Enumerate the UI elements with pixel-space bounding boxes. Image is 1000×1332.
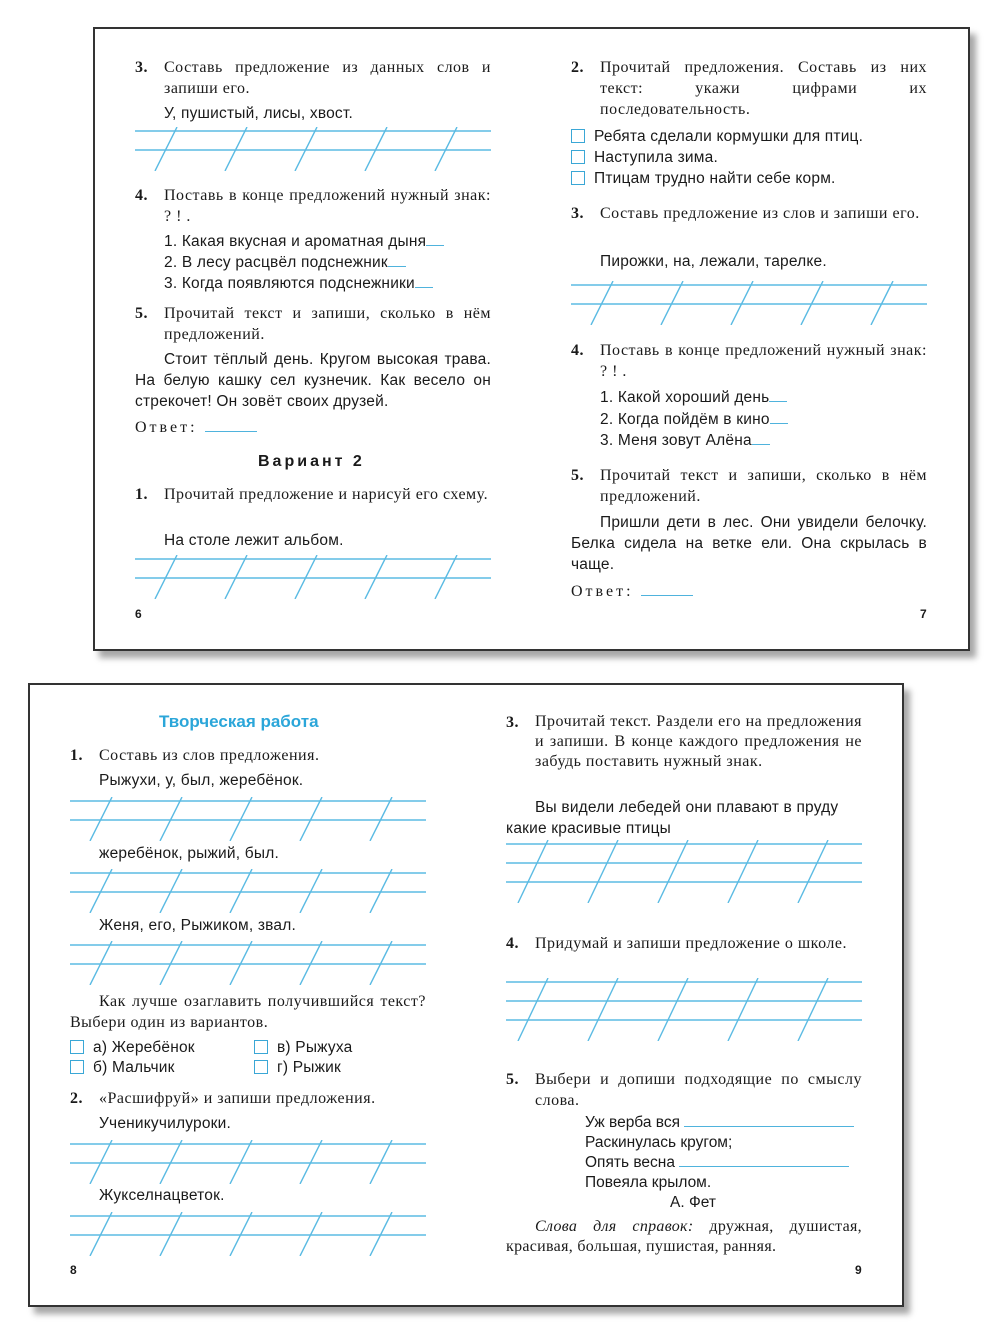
task-text: Поставь в конце предложений нужный знак: ? ! . bbox=[600, 342, 927, 380]
slant-stroke bbox=[871, 281, 893, 325]
slant-stroke bbox=[230, 1140, 252, 1184]
slant-stroke bbox=[300, 1212, 322, 1256]
task-3-p9 bbox=[506, 712, 862, 772]
task-number: 4. bbox=[506, 935, 519, 952]
reading-passage: Вы видели лебедей они плавают в пруду какие красивые птицы bbox=[506, 799, 839, 837]
task-number: 5. bbox=[506, 1071, 519, 1088]
slant-stroke bbox=[370, 1212, 392, 1256]
slant-stroke bbox=[300, 1140, 322, 1184]
word-list: жеребёнок, рыжий, был. bbox=[99, 845, 279, 862]
title-option: б) Мальчик bbox=[70, 1057, 175, 1078]
slant-stroke bbox=[731, 281, 753, 325]
answer-blank[interactable] bbox=[388, 252, 406, 267]
slant-stroke bbox=[160, 1212, 182, 1256]
slant-stroke bbox=[435, 555, 457, 599]
page-title: Творческая работа bbox=[159, 712, 319, 731]
reference-label: Слова для справок: bbox=[535, 1218, 694, 1235]
task-number: 3. bbox=[506, 714, 519, 731]
answer-label: Ответ: bbox=[571, 583, 634, 600]
lines-graphic bbox=[571, 281, 927, 325]
ordering-option: Птицам трудно найти себе корм. bbox=[571, 168, 836, 189]
task-text: Составь предложение из слов и запиши его. bbox=[600, 205, 920, 222]
slant-stroke bbox=[588, 978, 618, 1041]
slant-stroke bbox=[370, 941, 392, 985]
slant-stroke bbox=[155, 555, 177, 599]
task-1-variant2 bbox=[135, 484, 491, 505]
checkbox[interactable] bbox=[254, 1060, 268, 1074]
writing-lines[interactable] bbox=[70, 1140, 426, 1184]
slant-stroke bbox=[658, 978, 688, 1041]
spread-pages-6-7 bbox=[93, 27, 970, 651]
word-list: Пирожки, на, лежали, тарелке. bbox=[600, 253, 827, 270]
task-text: Прочитай текст. Раздели его на предложения и запиши. В конце каждого предложения не забудь поставить нужный знак. bbox=[535, 713, 862, 770]
slant-stroke bbox=[295, 555, 317, 599]
slant-stroke bbox=[300, 869, 322, 913]
task-3-p6 bbox=[135, 57, 491, 99]
writing-lines[interactable] bbox=[506, 978, 862, 1041]
slant-stroke bbox=[365, 555, 387, 599]
writing-lines[interactable] bbox=[135, 127, 491, 171]
slant-stroke bbox=[365, 127, 387, 171]
checkbox[interactable] bbox=[571, 171, 585, 185]
slant-stroke bbox=[90, 1140, 112, 1184]
task-number: 5. bbox=[571, 467, 584, 484]
checkbox[interactable] bbox=[70, 1040, 84, 1054]
slant-stroke bbox=[658, 840, 688, 903]
slant-stroke bbox=[300, 941, 322, 985]
sentence-item: 3. Когда появляются подснежники bbox=[164, 273, 433, 294]
slant-stroke bbox=[588, 840, 618, 903]
reading-passage: Пришли дети в лес. Они увидели белочку. Белка сидела на ветке ели. Она скрылась в чаще. bbox=[571, 514, 927, 573]
coded-sentence: Жукселнацветок. bbox=[99, 1187, 225, 1204]
answer-blank[interactable] bbox=[415, 273, 433, 288]
task-text: Составь предложение из данных слов и запиши его. bbox=[164, 59, 491, 97]
task-text: Прочитай предложения. Составь из них текст: укажи цифрами их последовательность. bbox=[600, 59, 927, 118]
slant-stroke bbox=[230, 797, 252, 841]
reference-words bbox=[506, 1217, 862, 1257]
slant-stroke bbox=[230, 1212, 252, 1256]
slant-stroke bbox=[370, 797, 392, 841]
slant-stroke bbox=[160, 869, 182, 913]
sentence-item: 2. Когда пойдём в кино bbox=[600, 409, 788, 430]
lines-graphic bbox=[506, 978, 862, 1041]
answer-blank[interactable] bbox=[769, 387, 787, 402]
answer-field[interactable] bbox=[641, 581, 693, 596]
task-3-p7 bbox=[571, 203, 927, 224]
checkbox[interactable] bbox=[571, 129, 585, 143]
lines-graphic bbox=[70, 1140, 426, 1184]
task-number: 4. bbox=[135, 187, 148, 204]
task-number: 2. bbox=[571, 59, 584, 76]
slant-stroke bbox=[90, 1212, 112, 1256]
task-text: Прочитай предложение и нарисуй его схему. bbox=[164, 486, 489, 503]
slant-stroke bbox=[798, 840, 828, 903]
checkbox[interactable] bbox=[70, 1060, 84, 1074]
slant-stroke bbox=[90, 797, 112, 841]
slant-stroke bbox=[518, 978, 548, 1041]
task-number: 4. bbox=[571, 342, 584, 359]
question-text: Как лучше озаглавить получившийся текст? Выбери один из вариантов. bbox=[70, 993, 426, 1031]
lines-graphic bbox=[506, 840, 862, 903]
page-number: 6 bbox=[135, 607, 142, 621]
slant-stroke bbox=[370, 869, 392, 913]
poem-line: Повеяла крылом. bbox=[585, 1174, 712, 1191]
title-option: г) Рыжик bbox=[254, 1057, 341, 1078]
task-text: Выбери и допиши подходящие по смыслу слова. bbox=[535, 1071, 862, 1109]
word-list: У, пушистый, лисы, хвост. bbox=[164, 105, 353, 122]
variant-heading: Вариант 2 bbox=[258, 453, 365, 470]
poem-line: Опять весна bbox=[585, 1153, 849, 1173]
answer-row bbox=[571, 581, 693, 601]
writing-lines[interactable] bbox=[571, 281, 927, 325]
lines-graphic bbox=[135, 127, 491, 171]
checkbox[interactable] bbox=[571, 150, 585, 164]
answer-blank[interactable] bbox=[426, 231, 444, 246]
page-number: 9 bbox=[855, 1263, 862, 1277]
slant-stroke bbox=[90, 941, 112, 985]
sentence: На столе лежит альбом. bbox=[164, 532, 344, 549]
title-option: а) Жеребёнок bbox=[70, 1037, 195, 1058]
task-number: 5. bbox=[135, 305, 148, 322]
slant-stroke bbox=[225, 127, 247, 171]
poem-line: Раскинулась кругом; bbox=[585, 1134, 733, 1151]
question bbox=[70, 991, 426, 1033]
answer-label: Ответ: bbox=[135, 419, 198, 436]
title-option: в) Рыжуха bbox=[254, 1037, 352, 1058]
ordering-option: Наступила зима. bbox=[571, 147, 718, 168]
lines-graphic bbox=[70, 797, 426, 841]
slant-stroke bbox=[225, 555, 247, 599]
slant-stroke bbox=[160, 797, 182, 841]
checkbox[interactable] bbox=[254, 1040, 268, 1054]
slant-stroke bbox=[801, 281, 823, 325]
writing-lines[interactable] bbox=[135, 555, 491, 599]
task-4-p6 bbox=[135, 185, 491, 227]
reading-passage: Стоит тёплый день. Кругом высокая трава. На белую кашку сел кузнечик. Как весело он стрекочет! Он зовёт своих друзей. bbox=[135, 351, 491, 410]
task-number: 1. bbox=[135, 486, 148, 503]
task-text: Прочитай текст и запиши, сколько в нём предложений. bbox=[164, 305, 491, 343]
task-2-p8 bbox=[70, 1088, 426, 1109]
task-5-p6 bbox=[135, 303, 491, 345]
slant-stroke bbox=[591, 281, 613, 325]
lines-graphic bbox=[135, 555, 491, 599]
slant-stroke bbox=[300, 797, 322, 841]
task-number: 2. bbox=[70, 1090, 83, 1107]
page-number: 8 bbox=[70, 1263, 77, 1277]
slant-stroke bbox=[160, 941, 182, 985]
task-5-p9 bbox=[506, 1069, 862, 1111]
slant-stroke bbox=[728, 840, 758, 903]
slant-stroke bbox=[661, 281, 683, 325]
writing-lines[interactable] bbox=[70, 869, 426, 913]
task-2-p7 bbox=[571, 57, 927, 120]
task-text: Поставь в конце предложений нужный знак: ? ! . bbox=[164, 187, 491, 225]
slant-stroke bbox=[230, 941, 252, 985]
answer-row bbox=[135, 417, 257, 437]
answer-field[interactable] bbox=[205, 417, 257, 432]
task-number: 3. bbox=[571, 205, 584, 222]
lines-graphic bbox=[70, 941, 426, 985]
task-number: 1. bbox=[70, 747, 83, 764]
sentence-item: 2. В лесу расцвёл подснежник bbox=[164, 252, 406, 273]
word-list: Рыжухи, у, был, жеребёнок. bbox=[99, 772, 304, 789]
task-4-p7 bbox=[571, 340, 927, 382]
lines-graphic bbox=[70, 869, 426, 913]
coded-sentence: Ученикучилуроки. bbox=[99, 1115, 232, 1132]
ordering-option: Ребята сделали кормушки для птиц. bbox=[571, 126, 863, 147]
poem-author: А. Фет bbox=[670, 1194, 716, 1211]
task-text: «Расшифруй» и запиши предложения. bbox=[99, 1090, 376, 1107]
sentence-item: 3. Меня зовут Алёна bbox=[600, 430, 770, 451]
slant-stroke bbox=[728, 978, 758, 1041]
slant-stroke bbox=[160, 1140, 182, 1184]
reference-list: дружная, душистая, красивая, большая, пушистая, ранняя. bbox=[506, 1218, 862, 1255]
writing-lines[interactable] bbox=[70, 941, 426, 985]
slant-stroke bbox=[798, 978, 828, 1041]
task-1-p8 bbox=[70, 745, 426, 766]
task-text: Прочитай текст и запиши, сколько в нём предложений. bbox=[600, 467, 927, 505]
answer-blank[interactable] bbox=[752, 430, 770, 445]
writing-lines[interactable] bbox=[70, 1212, 426, 1256]
lines-graphic bbox=[70, 1212, 426, 1256]
task-text: Составь из слов предложения. bbox=[99, 747, 320, 764]
poem-blank[interactable] bbox=[684, 1114, 854, 1127]
slant-stroke bbox=[518, 840, 548, 903]
task-5-p7 bbox=[571, 465, 927, 507]
slant-stroke bbox=[90, 869, 112, 913]
spread-pages-8-9 bbox=[28, 683, 904, 1307]
page-number: 7 bbox=[920, 607, 927, 621]
writing-lines[interactable] bbox=[70, 797, 426, 841]
task-text: Придумай и запиши предложение о школе. bbox=[535, 935, 848, 952]
writing-lines[interactable] bbox=[506, 840, 862, 903]
task-number: 3. bbox=[135, 59, 148, 76]
slant-stroke bbox=[370, 1140, 392, 1184]
slant-stroke bbox=[295, 127, 317, 171]
poem-line: Уж верба вся bbox=[585, 1113, 854, 1133]
word-list: Женя, его, Рыжиком, звал. bbox=[99, 917, 296, 934]
task-4-p9 bbox=[506, 933, 862, 954]
sentence-item: 1. Какая вкусная и ароматная дыня bbox=[164, 231, 444, 252]
slant-stroke bbox=[435, 127, 457, 171]
poem-blank[interactable] bbox=[679, 1154, 849, 1167]
answer-blank[interactable] bbox=[770, 409, 788, 424]
sentence-item: 1. Какой хороший день bbox=[600, 387, 787, 408]
slant-stroke bbox=[155, 127, 177, 171]
slant-stroke bbox=[230, 869, 252, 913]
